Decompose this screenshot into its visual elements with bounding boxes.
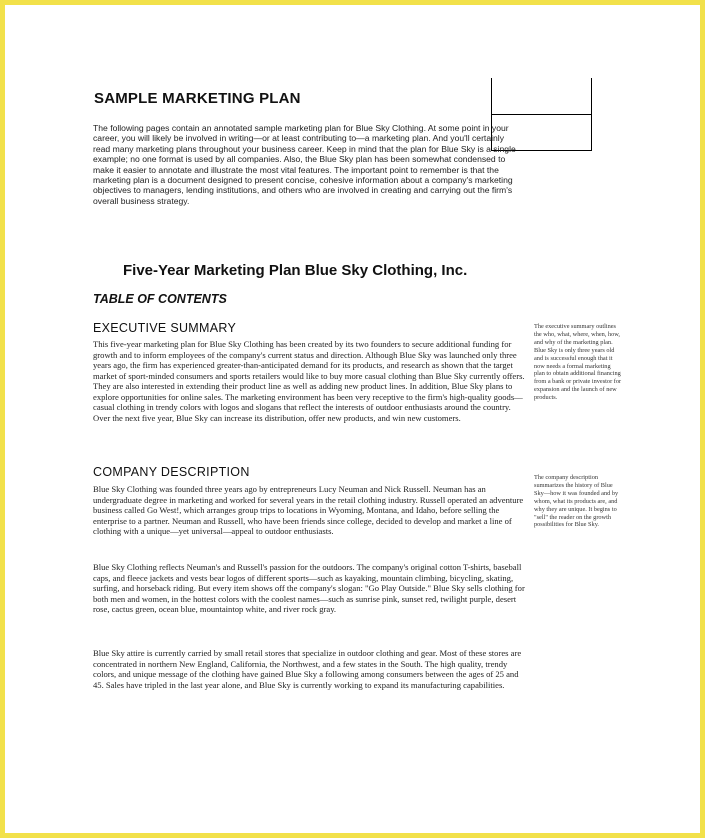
document-title: SAMPLE MARKETING PLAN [94, 90, 301, 107]
table-of-contents-heading: TABLE OF CONTENTS [93, 292, 227, 306]
executive-summary-sidenote: The executive summary outlines the who, what, where, when, how, and why of the marketing plan. Blue Sky is only three years old and is successful enough that it now needs a formal marketing plan to obtain additional financing from a bank or private investor for expansion and the launch of new products. [534, 323, 622, 402]
corner-box-middle-border [491, 114, 592, 115]
company-description-sidenote: The company description summarizes the history of Blue Sky—how it was founded and by whom, what its products are, and why they are unique. It begins to "sell" the reader on the growth possibilities for Blue Sky. [534, 474, 619, 529]
plan-title: Five-Year Marketing Plan Blue Sky Clothing, Inc. [123, 262, 468, 279]
company-description-paragraph-3: Blue Sky attire is currently carried by small retail stores that specialize in outdoor clothing and gear. Most of these stores are concentrated in northern New England, California, the Northwest, and a few states in the South. The high quality, trendy colors, and unique message of the clothing have gained Blue Sky a following among consumers between the ages of 25 and 45. Sales have tripled in the last year alone, and Blue Sky is currently working to expand its manufacturing capabilities. [93, 648, 522, 690]
company-description-paragraph-1: Blue Sky Clothing was founded three years ago by entrepreneurs Lucy Neuman and Nick Russell. Neuman has an undergraduate degree in marketing and worked for several years in the retail clothing industry. Russell operated an adventure business called Go West!, which arranges group trips to locations in Wyoming, Montana, and Idaho, before selling the enterprise to a partner. Neuman and Russell, who have been friends since college, decided to develop and market a line of clothing with a unique—yet universal—appeal to outdoor enthusiasts. [93, 484, 524, 536]
company-description-heading: COMPANY DESCRIPTION [93, 465, 250, 479]
intro-paragraph: The following pages contain an annotated sample marketing plan for Blue Sky Clothing. At some point in your career, you will likely be involved in writing—or at least contributing to—a marketing plan. And you'll certainly read many marketing plans throughout your business career. Keep in mind that the plan for Blue Sky is a single example; no one format is used by all companies. Also, the Blue Sky plan has been somewhat condensed to make it easier to annotate and illustrate the most vital features. The important point to remember is that the marketing plan is a document designed to present concise, cohesive information about a company's marketing objectives to managers, lending institutions, and others who are involved in creating and carrying out the firm's overall business strategy. [93, 123, 516, 206]
document-page [5, 5, 700, 833]
executive-summary-body: This five-year marketing plan for Blue Sky Clothing has been created by its two founders to secure additional funding for growth and to inform employees of the company's current status and direction. Although Blue Sky was launched only three years ago, the firm has experienced greater-than-anticipated demand for its products, and research as shown that the target market of sport-minded consumers and sports retailers would like to buy more casual clothing than Blue Sky currently offers. They are also interested in extending their product line as well as adding new product lines. In addition, Blue Sky plans to explore opportunities for online sales. The marketing environment has been very receptive to the firm's high-quality goods—casual clothing in trendy colors with logos and slogans that reflect the interests of outdoor enthusiasts around the country. Over the next five year, Blue Sky can increase its distribution, offer new products, and win new customers. [93, 339, 525, 423]
company-description-paragraph-2: Blue Sky Clothing reflects Neuman's and Russell's passion for the outdoors. The company's original cotton T-shirts, baseball caps, and fleece jackets and vests bear logos of different sports—such as kayaking, mountain climbing, bicycling, skating, surfing, and horseback riding. But every item shows off the company's slogan: "Go Play Outside." Blue Sky sells clothing for both men and women, in the hottest colors with the coolest names—such as sunrise pink, sunset red, twilight purple, desert rose, cactus green, ocean blue, mountaintop white, and river rock gray. [93, 562, 525, 614]
executive-summary-heading: EXECUTIVE SUMMARY [93, 321, 237, 335]
